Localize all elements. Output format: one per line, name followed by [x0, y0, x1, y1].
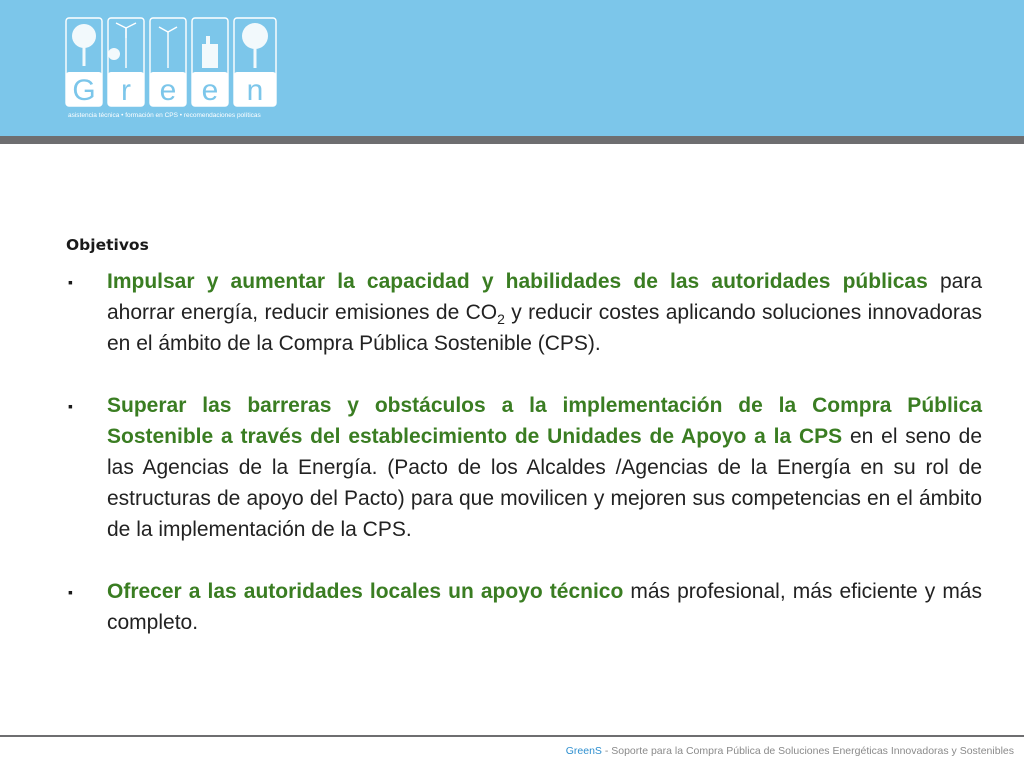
objective-text: para ahorrar energía, reducir emisiones de CO [107, 270, 982, 324]
objectives-list [66, 266, 982, 638]
objective-text: más profesional, más eficiente y más completo. [107, 580, 982, 634]
greens-logo-icon [64, 14, 280, 124]
footer [566, 745, 1014, 757]
objective-highlight: Superar las barreras y obstáculos a la implementación de la Compra Pública Sostenible a través del establecimiento de Unidades de Apoyo a la CPS [107, 394, 982, 448]
objective-highlight: Impulsar y aumentar la capacidad y habilidades de las autoridades públicas [107, 270, 928, 293]
logo-tagline: asistencia técnica • formación en CPS • recomendaciones políticas [68, 112, 261, 119]
footer-brand: GreenS [565, 745, 602, 757]
header-rule [0, 136, 1024, 144]
objective-item [66, 266, 982, 359]
svg-text:e: e [201, 74, 219, 107]
svg-text:n: n [246, 74, 264, 107]
footer-text: - Soporte para la Compra Pública de Soluciones Energéticas Innovadoras y Sostenibles [601, 745, 1014, 757]
objective-highlight: Ofrecer a las autoridades locales un apoyo técnico [107, 580, 624, 603]
svg-text:e: e [159, 74, 177, 107]
square-bullet-icon: ▪ [68, 274, 73, 290]
svg-text:r: r [121, 74, 131, 107]
square-bullet-icon: ▪ [68, 584, 73, 600]
slide-content [66, 236, 982, 638]
section-title: Objetivos [66, 236, 149, 254]
objective-item [66, 576, 982, 638]
square-bullet-icon: ▪ [68, 398, 73, 414]
subscript: 2 [497, 311, 505, 328]
greens-logo [64, 14, 280, 124]
objective-text: y reducir costes aplicando soluciones innovadoras en el ámbito de la Compra Pública Sostenible (CPS). [107, 301, 983, 355]
svg-text:G: G [72, 74, 96, 107]
header-band [0, 0, 1024, 136]
objective-item [66, 390, 982, 545]
footer-rule [0, 735, 1024, 737]
objective-text: en el seno de las Agencias de la Energía. (Pacto de los Alcaldes /Agencias de la Energía en su rol de estructuras de apoyo del Pacto) para que movilicen y mejoren sus competencias en el ámbito de la implementación de la CPS. [107, 425, 983, 541]
